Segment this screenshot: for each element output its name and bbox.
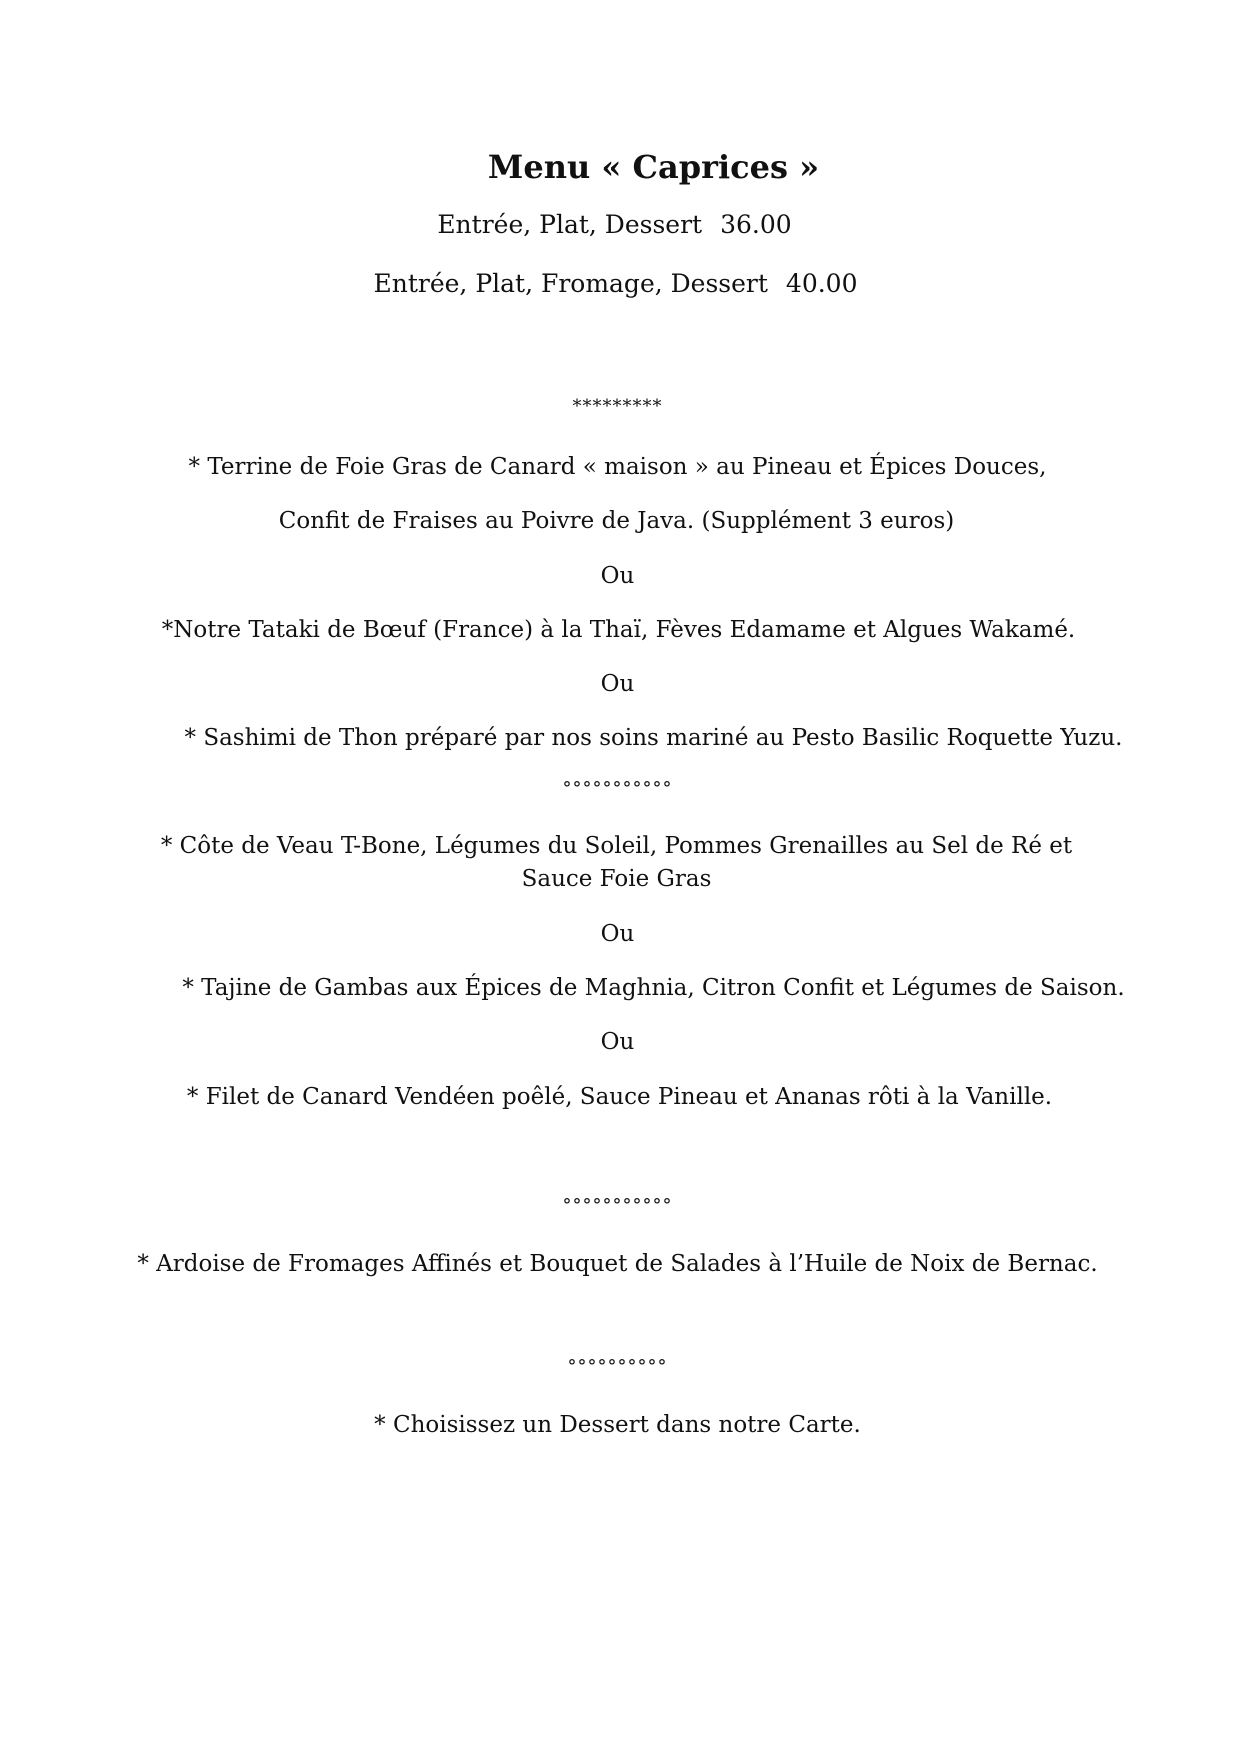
or-1: Ou (600, 563, 635, 589)
dessert-item: * Choisissez un Dessert dans notre Carte. (374, 1412, 861, 1438)
separator-stars: ********* (572, 396, 663, 417)
formula-2 (0, 269, 1236, 299)
entree-3: * Sashimi de Thon préparé par nos soins mariné au Pesto Basilic Roquette Yuzu. (184, 725, 1123, 751)
fromage-item: * Ardoise de Fromages Affinés et Bouquet de Salades à l’Huile de Noix de Bernac. (137, 1251, 1098, 1277)
separator-circles-1: °°°°°°°°°°° (562, 778, 673, 799)
entree-1-line-1: * Terrine de Foie Gras de Canard « maison » au Pineau et Épices Douces, (188, 454, 1047, 480)
plat-2: * Tajine de Gambas aux Épices de Maghnia, Citron Confit et Légumes de Saison. (182, 975, 1125, 1001)
or-4: Ou (600, 1029, 635, 1055)
menu-title: Menu « Caprices » (487, 148, 820, 186)
entree-2: *Notre Tataki de Bœuf (France) à la Thaï, Fèves Edamame et Algues Wakamé. (161, 617, 1076, 643)
plat-1-line-2: Sauce Foie Gras (521, 866, 712, 892)
entree-1-line-2: Confit de Fraises au Poivre de Java. (Supplément 3 euros) (278, 508, 955, 534)
separator-circles-3: °°°°°°°°°° (567, 1356, 668, 1377)
plat-3: * Filet de Canard Vendéen poêlé, Sauce Pineau et Ananas rôti à la Vanille. (186, 1084, 1053, 1110)
plat-1-line-1: * Côte de Veau T-Bone, Légumes du Soleil, Pommes Grenailles au Sel de Ré et (160, 833, 1073, 859)
formula-1-label: Entrée, Plat, Dessert (437, 210, 703, 239)
or-2: Ou (600, 671, 635, 697)
formula-2-label: Entrée, Plat, Fromage, Dessert (373, 269, 768, 298)
formula-2-price: 40.00 (785, 269, 858, 298)
formula-1-price: 36.00 (720, 210, 792, 239)
separator-circles-2: °°°°°°°°°°° (562, 1195, 673, 1216)
formula-1 (0, 210, 1235, 240)
or-3: Ou (600, 921, 635, 947)
